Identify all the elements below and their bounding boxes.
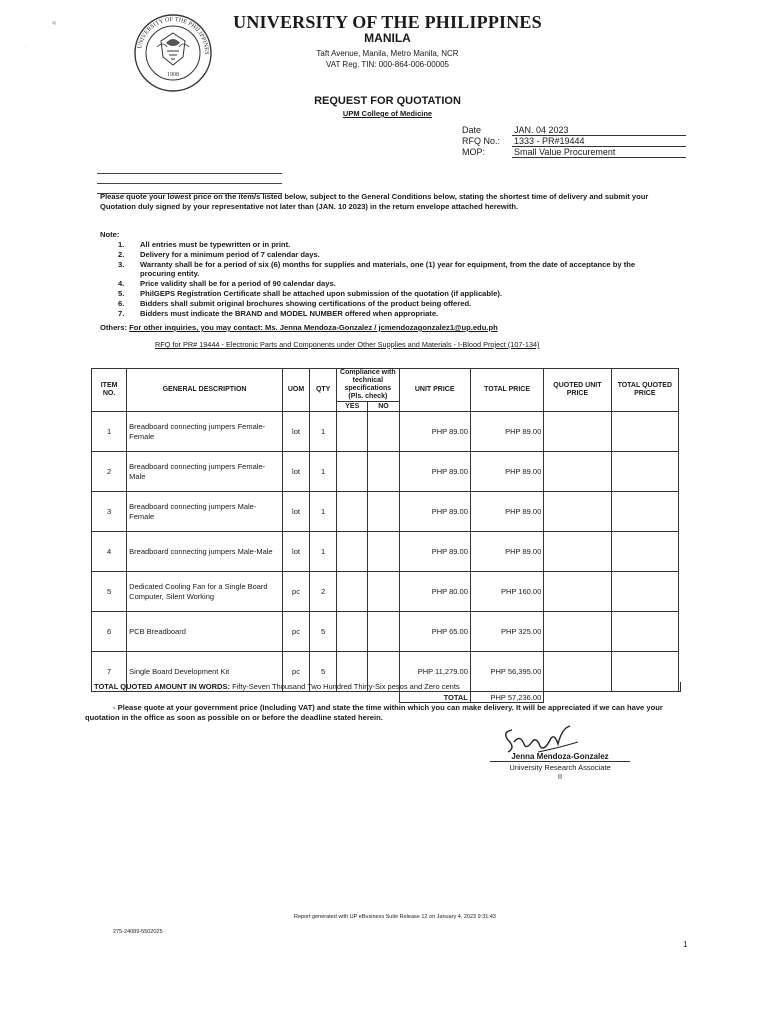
note-number: 2. [118,249,125,259]
col-description: GENERAL DESCRIPTION [127,369,283,412]
total-label: TOTAL [399,692,470,703]
bullet: - [113,703,118,712]
col-quoted-unit-price: QUOTED UNIT PRICE [544,369,611,412]
cell-description: Breadboard connecting jumpers Male-Female [127,492,283,532]
page-number: 1 [683,940,688,949]
cell-qty: 5 [310,612,337,652]
cell-qty: 1 [310,452,337,492]
table-row [92,572,679,612]
cell-no[interactable] [368,452,399,492]
meta-row-date [462,125,686,136]
cell-quoted-unit-price[interactable] [544,412,611,452]
cell-item-no: 1 [92,412,127,452]
document-number: 275-24089-5502025 [113,929,163,935]
cell-description: Single Board Development Kit [127,652,283,692]
cell-total-price: PHP 89.00 [470,532,543,572]
cell-unit-price: PHP 80.00 [399,572,470,612]
others-label: Others: [100,323,128,332]
col-item-no: ITEM NO. [92,369,127,412]
address: Taft Avenue, Manila, Metro Manila, NCR [316,49,459,58]
table-row [92,612,679,652]
cell-uom: pc [282,612,309,652]
signatory-title: University Research Associate [509,763,611,772]
list-item [118,260,638,280]
campus-name: MANILA [364,31,411,45]
table-header-row [92,369,679,402]
blank-line [97,174,282,184]
col-total-quoted-price: TOTAL QUOTED PRICE [611,369,678,412]
total-in-words [91,682,681,692]
cell-uom: pc [282,572,309,612]
col-uom: UOM [282,369,309,412]
rfq-meta [462,125,686,158]
meta-value: Small Value Procurement [512,147,686,158]
table-row [92,452,679,492]
col-qty: QTY [310,369,337,412]
cell-description: Dedicated Cooling Fan for a Single Board Computer, Silent Working [127,572,283,612]
page-title: REQUEST FOR QUOTATION [314,95,461,107]
col-yes: YES [337,402,368,412]
cell-quoted-unit-price[interactable] [544,612,611,652]
others-contact [100,323,498,332]
report-footer: Report generated with UP eBusiness Suite Release 12 on January 4, 2023 9:31:43 [293,914,496,920]
cell-total-quoted-price[interactable] [611,532,678,572]
list-item [118,289,638,299]
cell-total-quoted-price[interactable] [611,492,678,532]
cell-yes[interactable] [337,572,368,612]
blank-line [97,164,282,174]
cell-uom: lot [282,452,309,492]
cell-item-no: 3 [92,492,127,532]
cell-no[interactable] [368,612,399,652]
cell-qty: 1 [310,412,337,452]
total-value: PHP 57,236.00 [470,692,543,703]
cell-yes[interactable] [337,612,368,652]
closing-paragraph [85,703,675,723]
cell-qty: 5 [310,652,337,692]
rfq-purpose: RFQ for PR# 19444 - Electronic Parts and Components under Other Supplies and Materials - I-Blood Project (107-134) [155,340,540,349]
svg-text:UNIVERSITY OF THE PHILIPPINES: UNIVERSITY OF THE PHILIPPINES [136,15,211,55]
cell-item-no: 6 [92,612,127,652]
closing-text: Please quote at your government price (Including VAT) and state the time within which you can make delivery. It will be appreciated if we can have your quotation in the office as soon as possible on or before the deadline stated herein. [85,703,663,722]
col-unit-price: UNIT PRICE [399,369,470,412]
meta-value: JAN. 04 2023 [512,125,686,136]
cell-description: Breadboard connecting jumpers Female-Female [127,412,283,452]
university-name: UNIVERSITY OF THE PHILIPPINES [233,12,542,32]
cell-total-price: PHP 89.00 [470,492,543,532]
cell-no[interactable] [368,412,399,452]
cell-no[interactable] [368,532,399,572]
cell-yes[interactable] [337,492,368,532]
items-table [91,368,679,703]
cell-uom: lot [282,412,309,452]
note-text: Bidders must indicate the BRAND and MODEL NUMBER offered when appropriate. [140,308,439,318]
note-text: Warranty shall be for a period of six (6) months for supplies and materials, one (1) year for equipment, from the date of acceptance by the procuring entity. [140,259,636,279]
total-words-value: Fifty-Seven Thousand Two Hundred Thirty-Six pesos and Zero cents [232,682,460,691]
note-number: 1. [118,240,125,249]
cell-item-no: 7 [92,652,127,692]
signatory-level: II [557,772,563,781]
cell-quoted-unit-price[interactable] [544,532,611,572]
list-item [118,299,638,309]
cell-quoted-unit-price[interactable] [544,572,611,612]
cell-total-quoted-price[interactable] [611,452,678,492]
cell-uom: pc [282,652,309,692]
cell-qty: 2 [310,572,337,612]
cell-qty: 1 [310,532,337,572]
cell-item-no: 5 [92,572,127,612]
total-spacer [92,692,400,703]
cell-yes[interactable] [337,532,368,572]
note-number: 7. [118,308,125,318]
col-total-price: TOTAL PRICE [470,369,543,412]
note-label: Note: [100,230,120,239]
contact-link[interactable]: For other inquiries, you may contact: Ms. Jenna Mendoza-Gonzalez / jcmendozagonzalez1@up.edu.ph [129,323,498,332]
cell-unit-price: PHP 65.00 [399,612,470,652]
table-row [92,532,679,572]
note-number: 6. [118,298,125,308]
instructions-paragraph: Please quote your lowest price on the item/s listed below, subject to the General Conditions below, stating the shortest time of delivery and submit your Quotation duly signed by your representative not later than (JAN. 10 2023) in the return envelope attached herewith. [100,192,649,211]
notes-list [118,240,638,318]
cell-yes[interactable] [337,452,368,492]
meta-row-rfq-no [462,136,686,147]
cell-total-quoted-price[interactable] [611,612,678,652]
note-number: 5. [118,288,125,298]
total-row [92,692,679,703]
cell-uom: lot [282,492,309,532]
scan-mark: · [25,45,27,51]
col-compliance: Compliance with technical specifications (Pls. check) [337,369,399,402]
cell-yes[interactable] [337,412,368,452]
note-number: 3. [118,259,125,269]
cell-quoted-unit-price[interactable] [544,492,611,532]
meta-value: 1333 - PR#19444 [512,136,686,147]
table-row [92,412,679,452]
note-text: PhilGEPS Registration Certificate shall be attached upon submission of the quotation (if applicable). [140,288,503,298]
cell-total-price: PHP 89.00 [470,412,543,452]
note-text: Price validity shall be for a period of 90 calendar days. [140,279,336,289]
signatory-name: Jenna Mendoza-Gonzalez [490,752,630,762]
cell-unit-price: PHP 89.00 [399,452,470,492]
meta-label: MOP: [462,147,486,157]
cell-qty: 1 [310,492,337,532]
note-number: 4. [118,279,125,289]
table-row [92,492,679,532]
vat-number: VAT Reg. TIN: 000-864-006-00005 [325,60,450,69]
cell-unit-price: PHP 89.00 [399,532,470,572]
cell-uom: lot [282,532,309,572]
cell-total-price: PHP 160.00 [470,572,543,612]
cell-total-price: PHP 325.00 [470,612,543,652]
cell-total-quoted-price[interactable] [611,412,678,452]
address-block [220,48,555,70]
cell-description: Breadboard connecting jumpers Female-Male [127,452,283,492]
cell-no[interactable] [368,492,399,532]
list-item [118,240,638,250]
list-item [118,250,638,260]
total-words-label: TOTAL QUOTED AMOUNT IN WORDS: [94,682,230,691]
meta-label: RFQ No.: [462,136,501,146]
seal-year: 1908 [167,72,179,78]
cell-total-price: PHP 89.00 [470,452,543,492]
cell-unit-price: PHP 89.00 [399,492,470,532]
page-subtitle: UPM College of Medicine [342,109,433,118]
cell-item-no: 2 [92,452,127,492]
cell-item-no: 4 [92,532,127,572]
cell-total-quoted-price[interactable] [611,572,678,612]
cell-no[interactable] [368,572,399,612]
meta-label: Date [462,125,482,135]
note-text: Bidders shall submit original brochures showing certifications of the product being offered. [140,298,472,308]
meta-row-mop [462,147,686,158]
list-item [118,309,638,319]
scan-mark: « [52,18,57,27]
cell-description: PCB Breadboard [127,612,283,652]
university-seal-icon [133,13,213,93]
signatory-title-block [490,763,630,781]
note-text: All entries must be typewritten or in print. [140,240,291,249]
note-text: Delivery for a minimum period of 7 calendar days. [140,249,320,259]
cell-description: Breadboard connecting jumpers Male-Male [127,532,283,572]
supplier-blank-lines [97,164,282,194]
cell-quoted-unit-price[interactable] [544,452,611,492]
cell-unit-price: PHP 89.00 [399,412,470,452]
cell-unit-price: PHP 11,279.00 [399,652,470,692]
list-item [118,279,638,289]
total-spacer [544,692,679,703]
cell-total-price: PHP 56,395.00 [470,652,543,692]
col-no: NO [368,402,399,412]
